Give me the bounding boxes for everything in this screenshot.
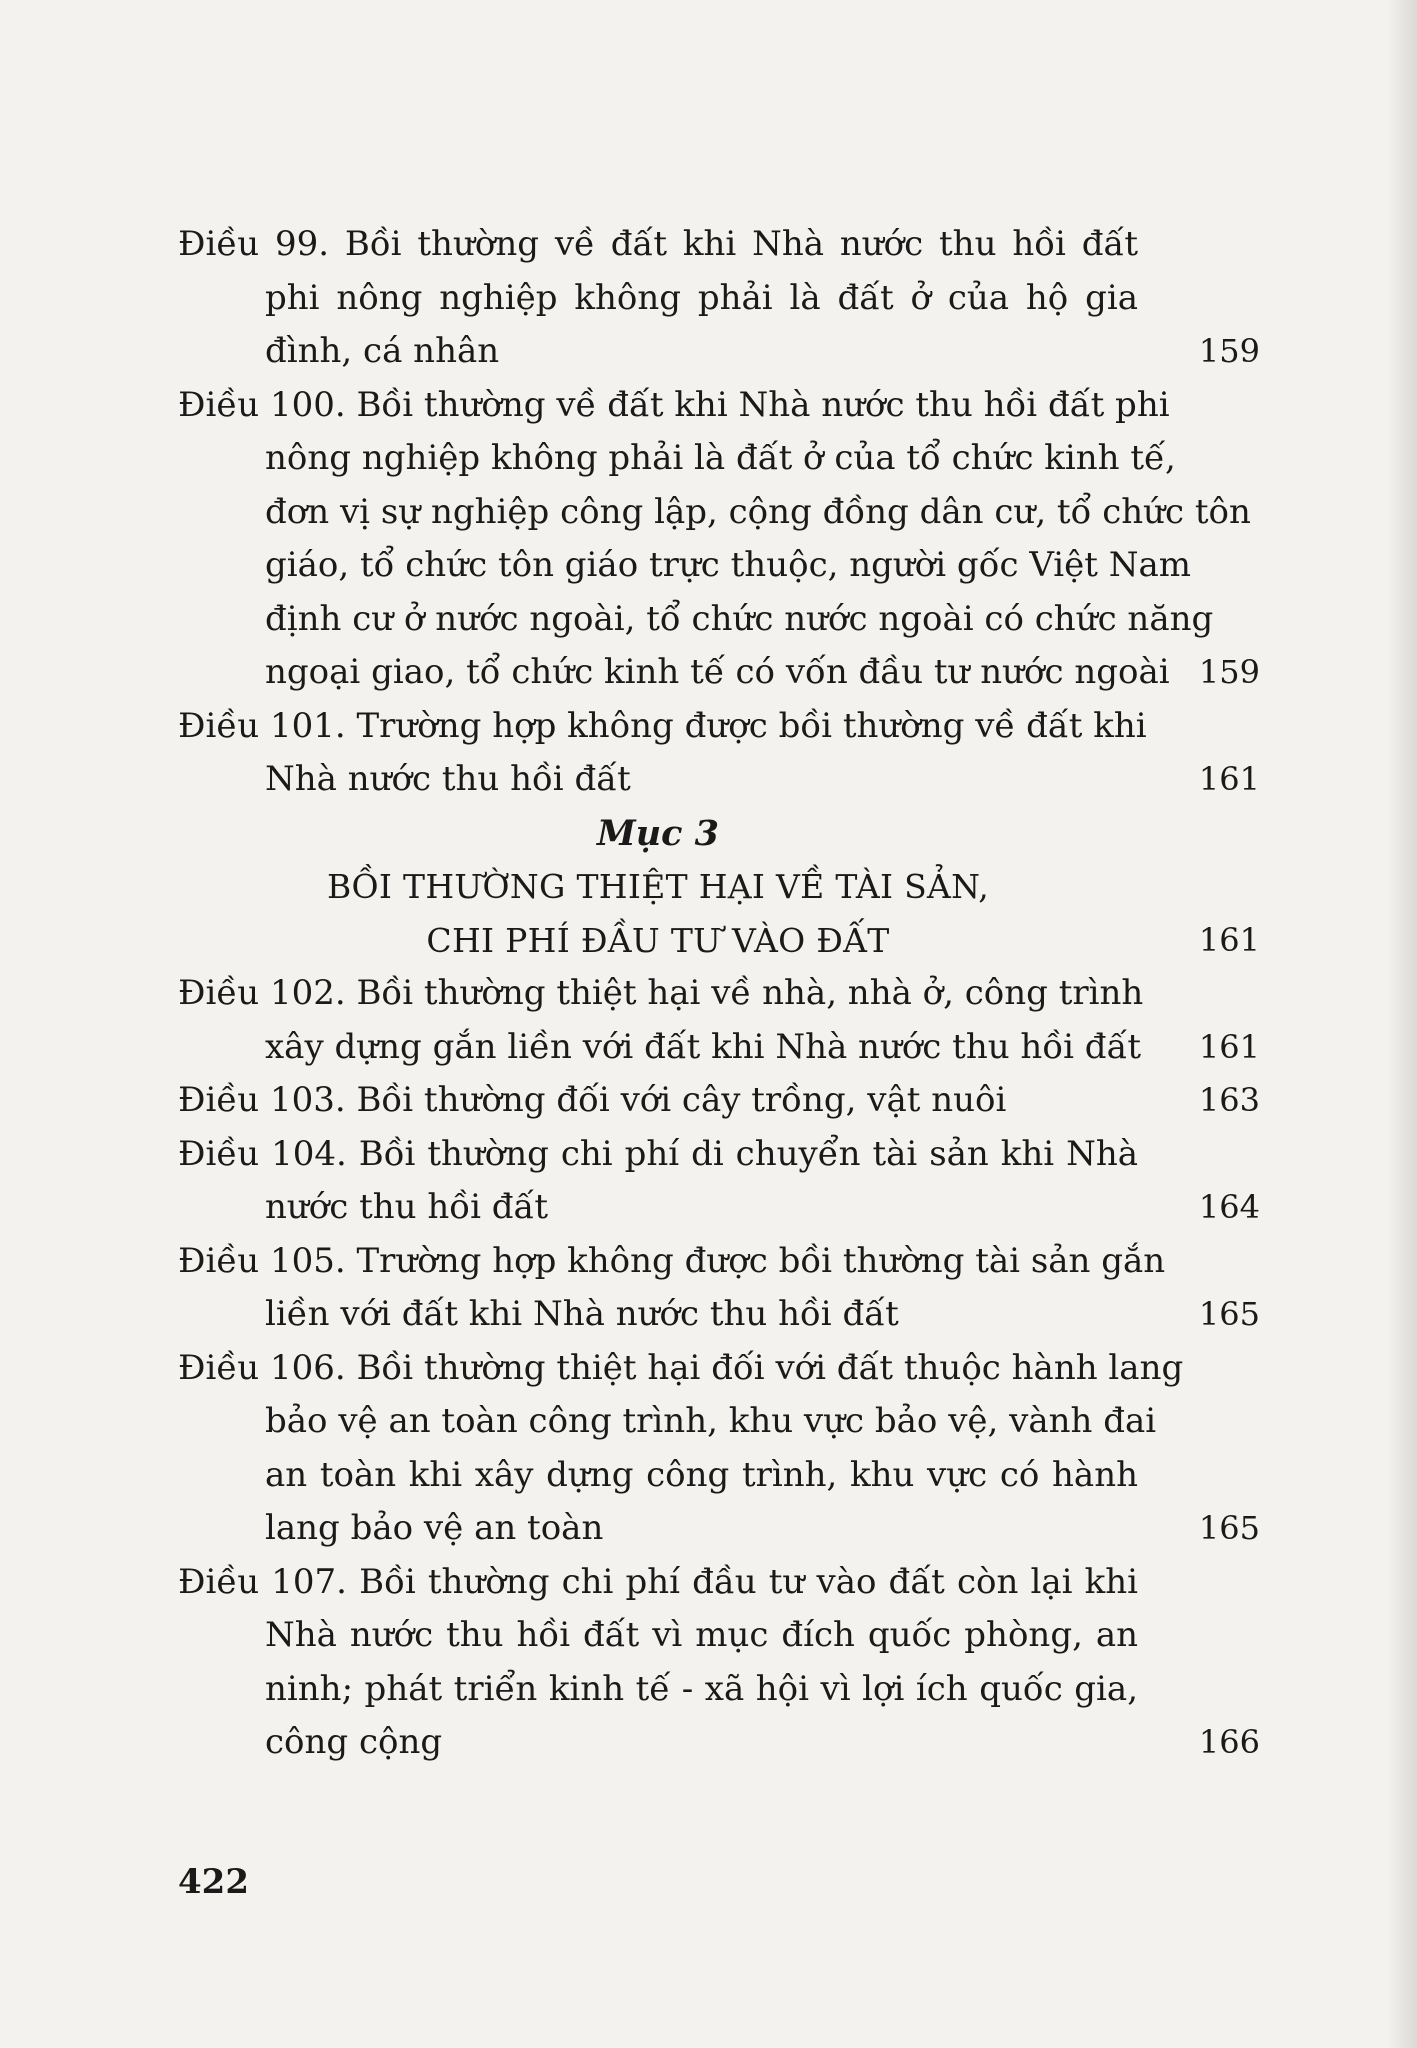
toc-entry-title-line: Điều 100. Bồi thường về đất khi Nhà nước thu hồi đất phi [178, 384, 1170, 425]
toc-entry-continuation-line: công cộng [265, 1722, 443, 1762]
toc-entry-page-number: 165 [1198, 1295, 1260, 1333]
toc-entry-continuation-line: ngoại giao, tổ chức kinh tế có vốn đầu tư nước ngoài [265, 652, 1170, 692]
section-heading [178, 807, 1260, 968]
toc-entry-continuation-line: phi nông nghiệp không phải là đất ở của hộ gia [265, 277, 1138, 318]
toc-entries-after-section [178, 967, 1260, 1770]
section-title-line-2: CHI PHÍ ĐẦU TƯ VÀO ĐẤT [426, 920, 890, 960]
toc-entry-title-line: Điều 101. Trường hợp không được bồi thường về đất khi [178, 705, 1147, 746]
toc-entry [178, 1556, 1260, 1770]
toc-entry-continuation-line: xây dựng gắn liền với đất khi Nhà nước thu hồi đất [265, 1026, 1142, 1067]
toc-entry-title-line: Điều 107. Bồi thường chi phí đầu tư vào đất còn lại khi [178, 1561, 1138, 1602]
toc-entry [178, 1235, 1260, 1342]
toc-entry [178, 1074, 1260, 1128]
toc-entry-continuation-line: đơn vị sự nghiệp công lập, cộng đồng dân cư, tổ chức tôn [265, 491, 1251, 532]
toc-entry-page-number: 161 [1198, 760, 1260, 798]
toc-entry-page-number: 164 [1198, 1188, 1260, 1226]
toc-entry-continuation-line: an toàn khi xây dựng công trình, khu vực có hành [265, 1454, 1138, 1495]
toc-entry-title-line: Điều 106. Bồi thường thiệt hại đối với đất thuộc hành lang [178, 1347, 1184, 1388]
section-label: Mục 3 [596, 812, 720, 854]
toc-entry-continuation-line: nước thu hồi đất [265, 1187, 549, 1227]
toc-entry-continuation-line: đình, cá nhân [265, 331, 500, 371]
section-page-number: 161 [1198, 920, 1260, 959]
toc-entry [178, 379, 1260, 700]
toc-entry [178, 1342, 1260, 1556]
toc-entry [178, 967, 1260, 1074]
toc-entry-page-number: 163 [1198, 1081, 1260, 1119]
toc-entries-before-section [178, 218, 1260, 807]
toc-entry-continuation-line: liền với đất khi Nhà nước thu hồi đất [265, 1294, 899, 1334]
toc-entry-continuation-line: định cư ở nước ngoài, tổ chức nước ngoài có chức năng [265, 598, 1214, 639]
toc-entry-title-line: Điều 99. Bồi thường về đất khi Nhà nước thu hồi đất [178, 224, 1138, 264]
toc-entry-title-line: Điều 102. Bồi thường thiệt hại về nhà, nhà ở, công trình [178, 973, 1144, 1013]
toc-entry-page-number: 161 [1198, 1027, 1260, 1066]
page-edge-shadow [1387, 0, 1417, 2048]
toc-entry-continuation-line: giáo, tổ chức tôn giáo trực thuộc, người gốc Việt Nam [265, 545, 1192, 585]
toc-entry-continuation-line: ninh; phát triển kinh tế - xã hội vì lợi ích quốc gia, [265, 1668, 1138, 1709]
toc-entry [178, 1128, 1260, 1235]
section-title-line-1: BỒI THƯỜNG THIỆT HẠI VỀ TÀI SẢN, [326, 867, 990, 906]
toc-entry-continuation-line: nông nghiệp không phải là đất ở của tổ chức kinh tế, [265, 438, 1176, 478]
toc-entry-continuation-line: Nhà nước thu hồi đất vì mục đích quốc phòng, an [265, 1615, 1138, 1655]
toc-entry-title-line: Điều 104. Bồi thường chi phí di chuyển tài sản khi Nhà [178, 1133, 1138, 1174]
toc-entry-page-number: 159 [1198, 653, 1260, 691]
table-of-contents [178, 218, 1260, 1770]
toc-entry [178, 218, 1260, 379]
toc-entry-title-line: Điều 105. Trường hợp không được bồi thường tài sản gắn [178, 1240, 1166, 1281]
toc-entry-continuation-line: bảo vệ an toàn công trình, khu vực bảo vệ, vành đai [265, 1401, 1157, 1441]
page-folio-number: 422 [178, 1862, 249, 1902]
toc-entry-title-line: Điều 103. Bồi thường đối với cây trồng, vật nuôi [178, 1080, 1007, 1120]
toc-entry-page-number: 165 [1198, 1509, 1260, 1547]
toc-entry-page-number: 166 [1198, 1723, 1260, 1761]
toc-entry [178, 700, 1260, 807]
toc-entry-continuation-line: Nhà nước thu hồi đất [265, 759, 631, 799]
toc-entry-continuation-line: lang bảo vệ an toàn [265, 1508, 604, 1548]
toc-entry-page-number: 159 [1198, 332, 1260, 370]
